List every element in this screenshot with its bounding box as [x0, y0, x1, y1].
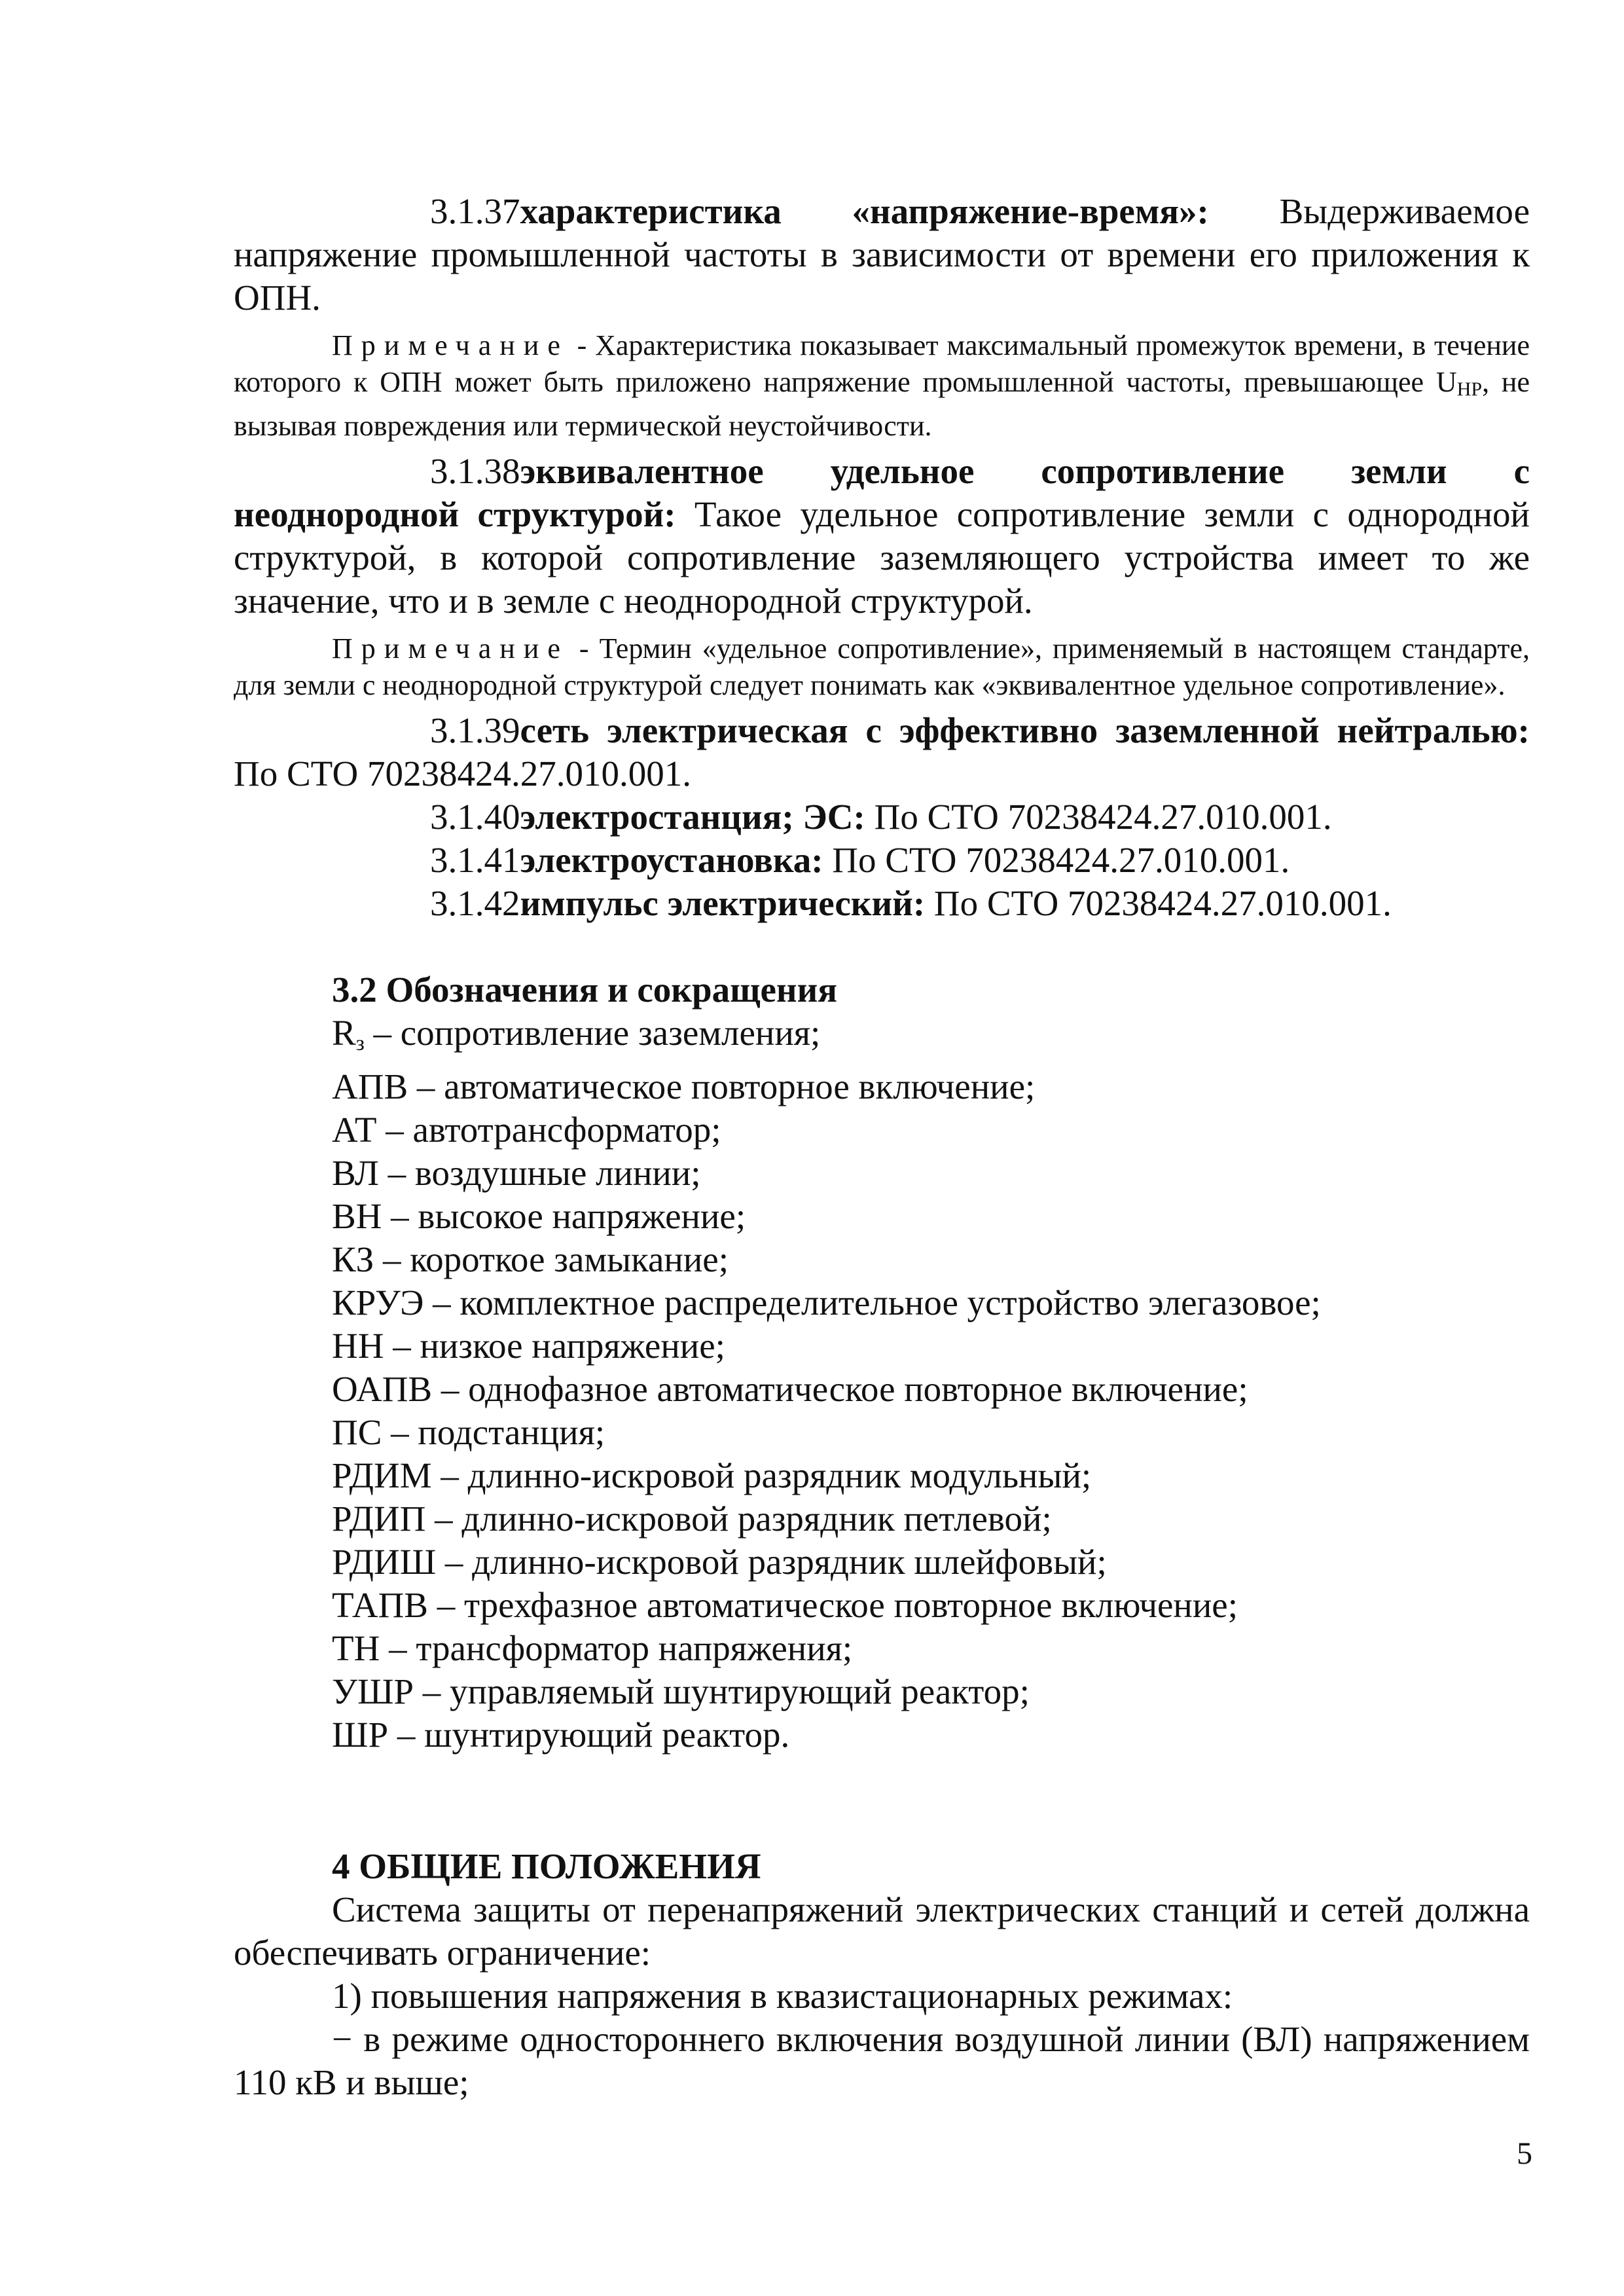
list-item: ТАПВ – трехфазное автоматическое повторное включение; [332, 1585, 1238, 1625]
term-number: 3.1.39 [430, 710, 520, 750]
term-definition: По СТО 70238424.27.010.001. [234, 754, 691, 793]
abbreviation-list [234, 1011, 1530, 1757]
abbr-subscript: з [355, 1032, 365, 1055]
page-number: 5 [1517, 2136, 1532, 2171]
list-item [332, 1011, 1530, 1065]
term-3-1-42 [234, 882, 1530, 925]
note-label: Примечание [332, 329, 569, 361]
list-item: ВН – высокое напряжение; [332, 1196, 746, 1236]
term-definition: Выдерживаемое напряжение промышленной частоты в зависимости от времени его приложения к ОПН. [234, 191, 1530, 318]
term-name: электростанция; ЭС: [520, 797, 865, 837]
term-number: 3.1.37 [430, 191, 520, 231]
body-paragraph: Система защиты от перенапряжений электрических станций и сетей должна обеспечивать ограничение: [234, 1889, 1530, 1973]
spacer [234, 1757, 1530, 1845]
term-name: характеристика «напряжение-время»: [520, 191, 1209, 231]
spacer [234, 925, 1530, 968]
term-definition: По СТО 70238424.27.010.001. [925, 883, 1392, 923]
term-3-1-41 [234, 839, 1530, 882]
list-item: ВЛ – воздушные линии; [332, 1153, 701, 1193]
term-number: 3.1.41 [430, 840, 520, 880]
body-paragraph: − в режиме одностороннего включения воздушной линии (ВЛ) напряжением 110 кВ и выше; [234, 2019, 1530, 2102]
list-item: КЗ – короткое замыкание; [332, 1239, 729, 1279]
term-3-1-38 [234, 450, 1530, 623]
body-paragraph: 1) повышения напряжения в квазистационарных режимах: [332, 1976, 1233, 2016]
list-item: КРУЭ – комплектное распределительное устройство элегазовое; [332, 1283, 1321, 1322]
term-definition: По СТО 70238424.27.010.001. [865, 797, 1332, 837]
list-item: ШР – шунтирующий реактор. [332, 1715, 790, 1755]
list-item: ТН – трансформатор напряжения; [332, 1628, 853, 1668]
section-heading-3-2: 3.2 Обозначения и сокращения [332, 970, 838, 1010]
note-label: Примечание [332, 632, 569, 665]
term-3-1-40 [234, 795, 1530, 839]
term-name: электроустановка: [520, 840, 823, 880]
list-item: НН – низкое напряжение; [332, 1326, 725, 1366]
term-number: 3.1.42 [430, 883, 520, 923]
term-number: 3.1.38 [430, 451, 520, 491]
term-name: сеть электрическая с эффективно заземленной нейтралью: [520, 710, 1530, 750]
list-item: РДИМ – длинно-искровой разрядник модульный; [332, 1455, 1092, 1495]
term-number: 3.1.40 [430, 797, 520, 837]
list-item: УШР – управляемый шунтирующий реактор; [332, 1671, 1030, 1711]
section-heading-4: 4 ОБЩИЕ ПОЛОЖЕНИЯ [332, 1846, 761, 1886]
note-3-1-38 [234, 630, 1530, 704]
list-item: РДИП – длинно-искровой разрядник петлевой; [332, 1499, 1052, 1539]
note-text: - Характеристика показывает максимальный промежуток времени, в течение которого к ОПН может быть приложено напряжение промышленной частоты, превышающее U [234, 329, 1530, 398]
page-content [234, 190, 1530, 2104]
term-definition: Такое удельное сопротивление земли с однородной структурой, в которой сопротивление заземляющего устройства имеет то же значение, что и в земле с неоднородной структурой. [234, 494, 1530, 621]
list-item: АПВ – автоматическое повторное включение; [332, 1066, 1036, 1106]
term-3-1-39 [234, 709, 1530, 795]
list-item: ПС – подстанция; [332, 1412, 605, 1452]
note-text: - Термин «удельное сопротивление», применяемый в настоящем стандарте, для земли с неоднородной структурой следует понимать как «эквивалентное удельное сопротивление». [234, 632, 1530, 701]
abbr-symbol: R [332, 1013, 356, 1053]
term-definition: По СТО 70238424.27.010.001. [823, 840, 1290, 880]
note-subscript: НР [1456, 378, 1483, 400]
list-item: ОАПВ – однофазное автоматическое повторное включение; [332, 1369, 1248, 1409]
note-text-end: , не вызывая повреждения или термической неустойчивости. [234, 366, 1530, 442]
term-name: эквивалентное удельное сопротивление земли с неоднородной структурой: [234, 451, 1530, 534]
list-item: АТ – автотрансформатор; [332, 1110, 721, 1150]
term-name: импульс электрический: [520, 883, 926, 923]
list-item: РДИШ – длинно-искровой разрядник шлейфовый; [332, 1542, 1107, 1582]
note-3-1-37 [234, 327, 1530, 445]
abbr-meaning: – сопротивление заземления; [364, 1013, 821, 1053]
term-3-1-37 [234, 190, 1530, 319]
